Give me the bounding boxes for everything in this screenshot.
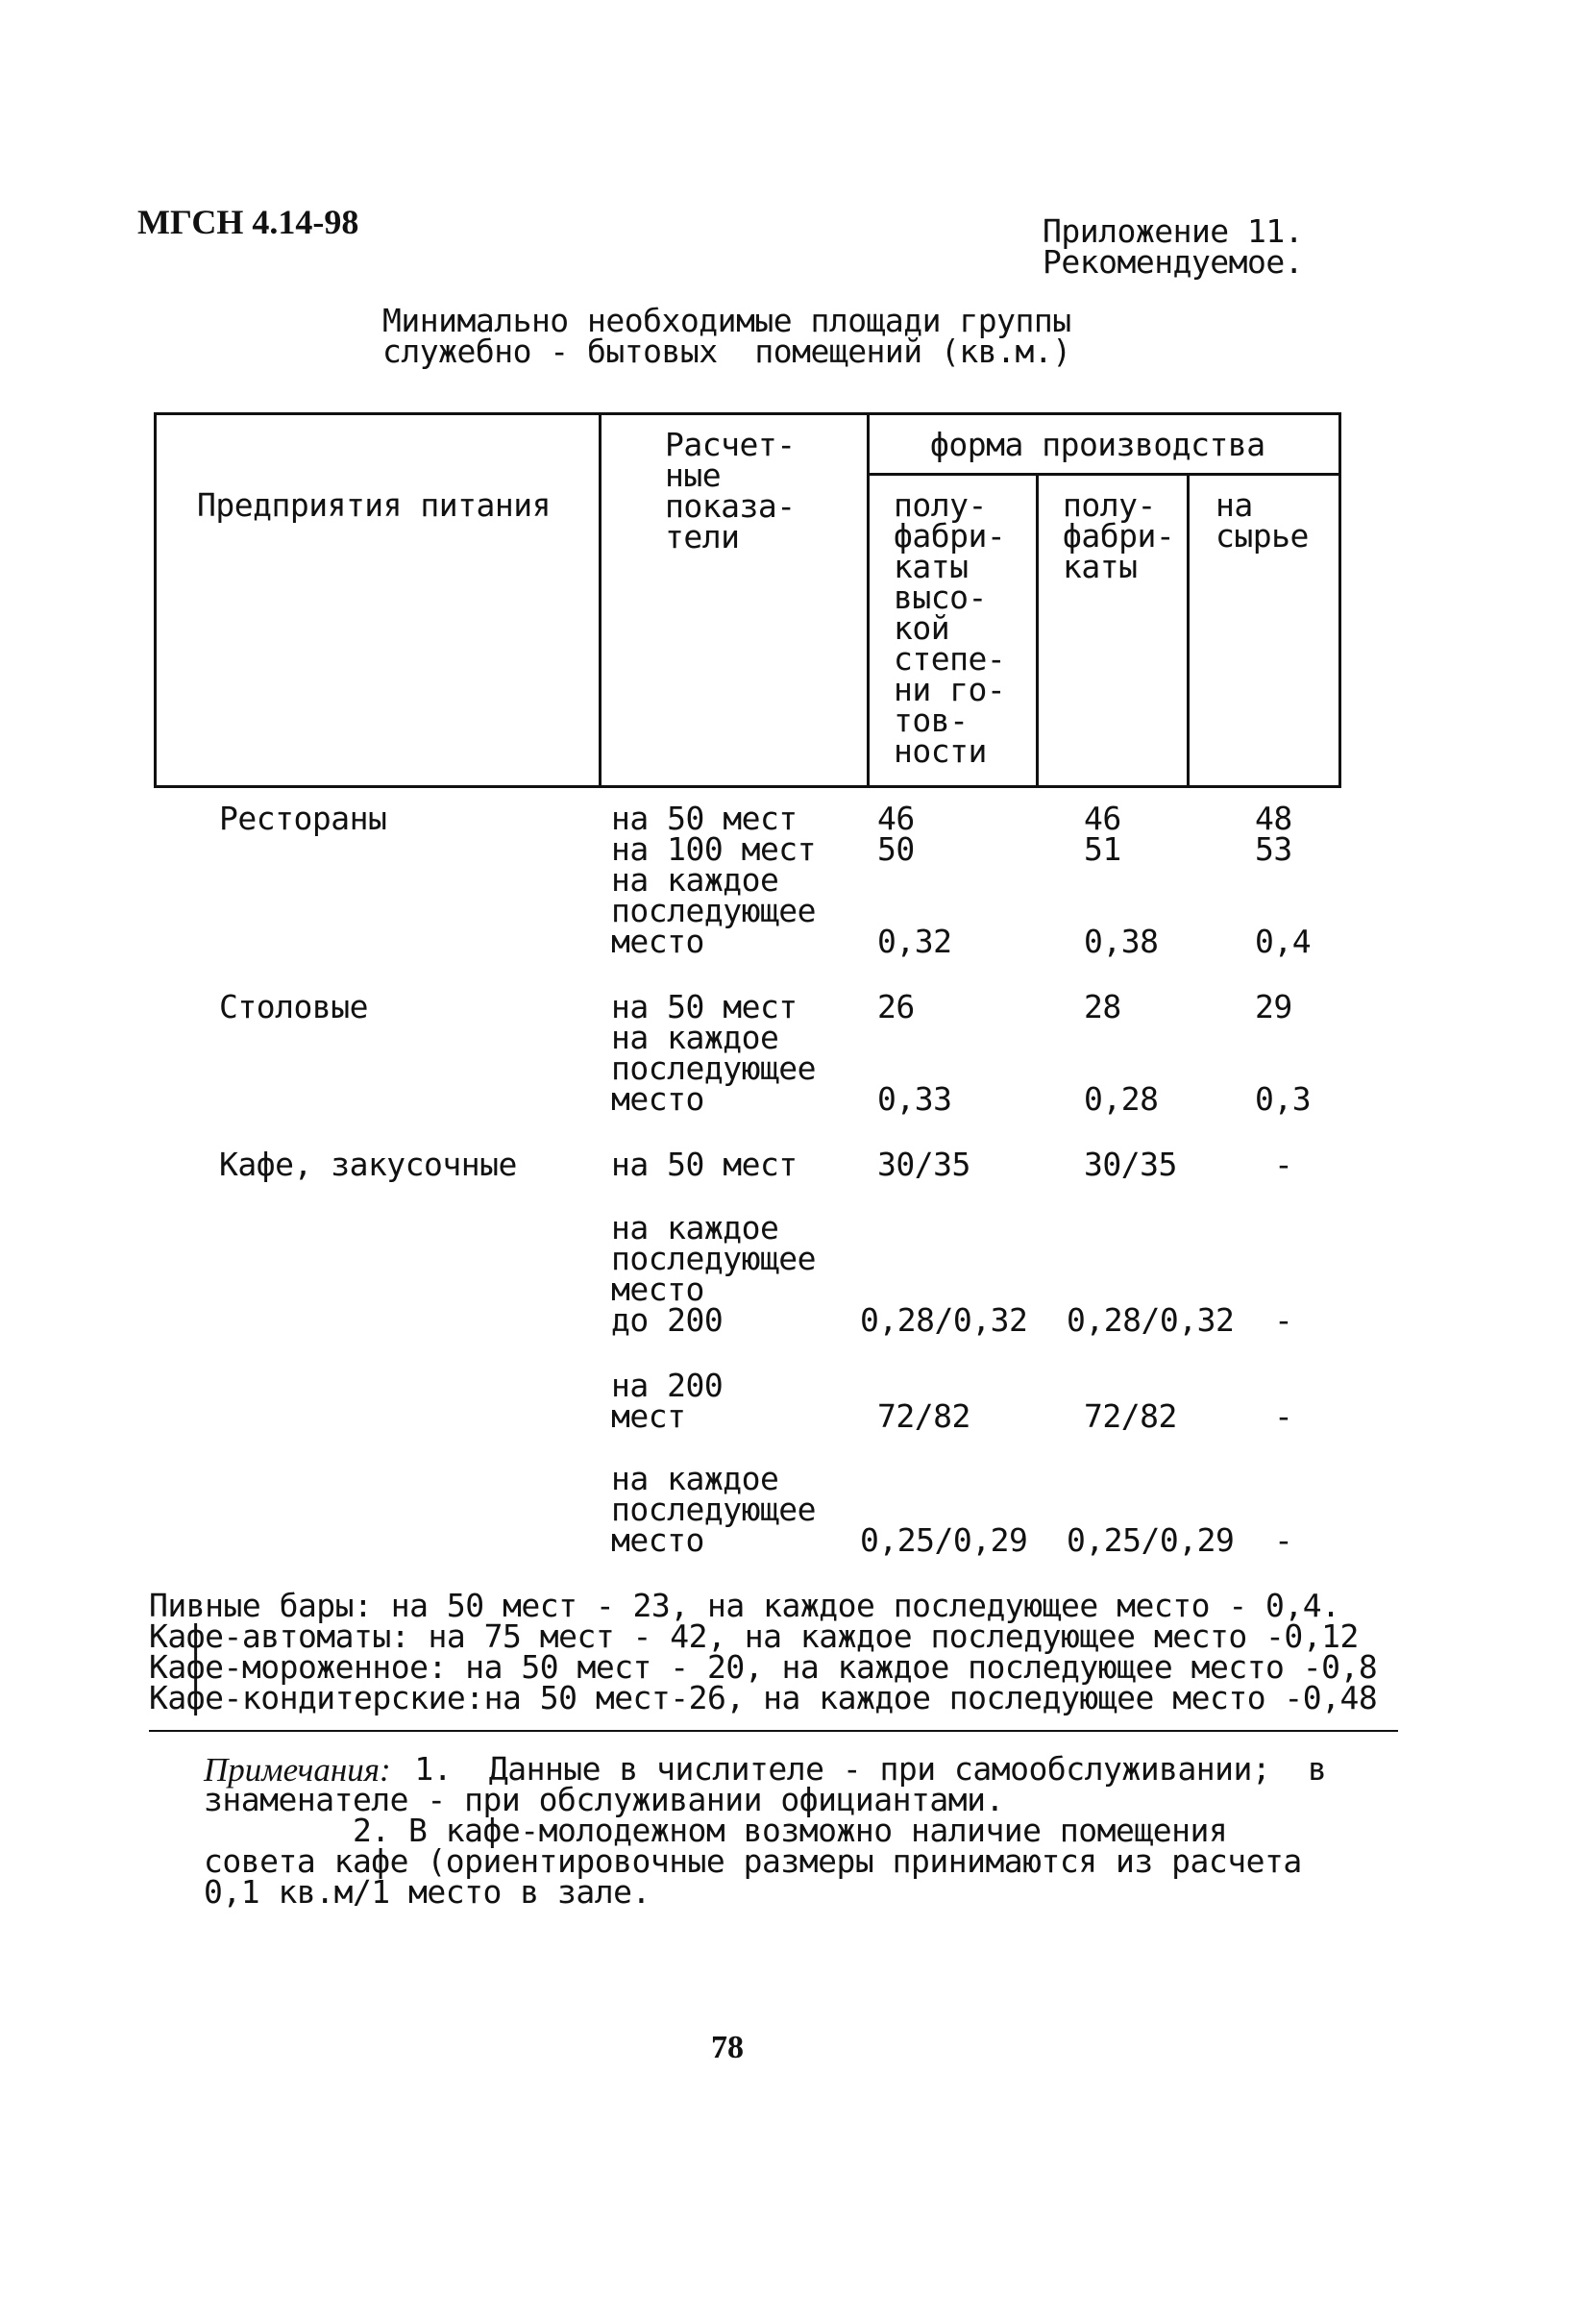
row-value-col1: 0,25/0,29 xyxy=(860,1521,1028,1559)
row-indicators: на каждое последующее место до 200 xyxy=(611,1209,817,1339)
norm-line: Пивные бары: на 50 мест - 23, на каждое последующее место - 0,4. xyxy=(149,1587,1340,1624)
appendix-status: Рекомендуемое. xyxy=(1043,243,1304,281)
row-value-col3: - xyxy=(1274,1397,1293,1435)
row-indicators: на 50 мест xyxy=(611,1146,798,1183)
row-indicators: на каждое последующее место xyxy=(611,1460,817,1559)
note-1-line-1: 1. Данные в числителе - при самообслуживании; в xyxy=(396,1750,1327,1788)
norm-line: Кафе-кондитерские:на 50 мест-26, на каждое последующее место -0,48 xyxy=(149,1679,1378,1716)
row-value-col1: 46 50 0,32 xyxy=(877,800,952,960)
row-value-col3: 48 53 0,4 xyxy=(1255,800,1312,960)
row-value-col3: - xyxy=(1274,1521,1293,1559)
row-value-col2: 46 51 0,38 xyxy=(1084,800,1159,960)
row-value-col2: 72/82 xyxy=(1084,1397,1177,1435)
row-value-col1: 26 0,33 xyxy=(877,988,952,1118)
notes-divider xyxy=(149,1730,1398,1732)
header-production-form: форма производства xyxy=(930,426,1265,463)
page-number: 78 xyxy=(711,2030,744,2065)
row-value-col2: 0,28/0,32 xyxy=(1067,1301,1235,1339)
row-value-col2: 28 0,28 xyxy=(1084,988,1159,1118)
row-value-col1: 30/35 xyxy=(877,1146,970,1183)
header-semi-finished: полу- фабри- каты xyxy=(1063,486,1175,585)
row-value-col1: 72/82 xyxy=(877,1397,970,1435)
row-value-col1: 0,28/0,32 xyxy=(860,1301,1028,1339)
header-raw: на сырье xyxy=(1215,486,1309,555)
table-title-line-2: служебно - бытовых помещений (кв.м.) xyxy=(382,333,1071,370)
norm-line: Кафе-автоматы: на 75 мест - 42, на каждое последующее место -0,12 xyxy=(149,1617,1359,1655)
row-value-col3: - xyxy=(1274,1301,1293,1339)
row-value-col3: - xyxy=(1274,1146,1293,1183)
row-value-col2: 0,25/0,29 xyxy=(1067,1521,1235,1559)
note-2-line-2: совета кафе (ориентировочные размеры принимаются из расчета xyxy=(204,1842,1302,1880)
note-2-line-3: 0,1 кв.м/1 место в зале. xyxy=(204,1873,651,1911)
note-1-line-2: знаменателе - при обслуживании официантами. xyxy=(204,1781,1004,1818)
header-semi-finished-high: полу- фабри- каты высо- кой степе- ни го- тов- ности xyxy=(894,486,1006,770)
row-indicators: на 50 мест на 100 мест на каждое последующее место xyxy=(611,800,817,960)
row-name: Рестораны xyxy=(219,800,387,837)
notes-label: Примечания: xyxy=(204,1751,391,1789)
row-value-col3: 29 0,3 xyxy=(1255,988,1312,1118)
header-enterprise: Предприятия питания xyxy=(197,486,551,524)
document-code: МГСН 4.14-98 xyxy=(137,203,359,241)
row-name: Кафе, закусочные xyxy=(219,1146,517,1183)
norm-line: Кафе-мороженное: на 50 мест - 20, на каждое последующее место -0,8 xyxy=(149,1648,1378,1686)
row-indicators: на 200 мест xyxy=(611,1367,724,1435)
header-indicators: Расчет- ные показа- тели xyxy=(665,426,796,555)
appendix-label: Приложение 11. xyxy=(1043,212,1304,250)
note-2-line-1: 2. В кафе-молодежном возможно наличие помещения xyxy=(204,1812,1228,1849)
row-indicators: на 50 мест на каждое последующее место xyxy=(611,988,817,1118)
row-name: Столовые xyxy=(219,988,368,1025)
table-title-line-1: Минимально необходимые площади группы xyxy=(382,302,1071,339)
row-value-col2: 30/35 xyxy=(1084,1146,1177,1183)
